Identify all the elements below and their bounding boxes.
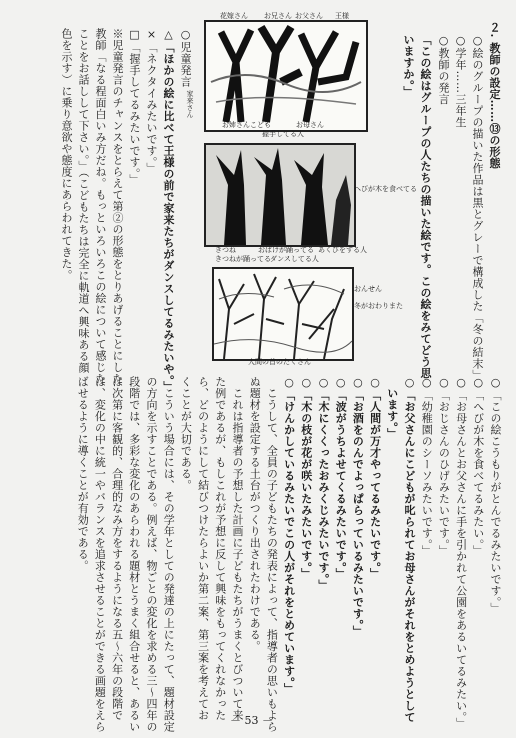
text-line: □「握手してるみたいです。」: [128, 28, 141, 186]
figure-2: [204, 143, 356, 247]
text-line: ○「木の枝が花が咲いたみたいです。」: [299, 376, 313, 580]
text-line: ○「人間が万才やってるみたいです。」: [368, 376, 382, 580]
text-line: ×「ネクタイみたいです。」: [145, 28, 158, 174]
text-line: います。」: [385, 376, 399, 440]
text-line: は、変化の中に統一やバランスを追求させることができる画題をえら: [93, 376, 107, 733]
text-line: ぬ題材を設定する土台がつくり出されたわけである。: [248, 376, 262, 652]
text-line: ○絵のグループの描いた作品は黒とグレーで構成した「冬の結末」: [471, 34, 484, 381]
figure-label: お父さん: [295, 12, 323, 20]
figure-label: 人間の首のたくさん: [248, 358, 311, 366]
text-line: ことをお話しして下さい。」（こどもたちは完全に軌道へ興味ある顔: [77, 28, 90, 374]
figure-label: あくびをする人: [318, 246, 367, 254]
figure-label: 握手してる人: [262, 130, 304, 138]
figure-label: 冬がおわりまた: [354, 302, 403, 310]
figure-label: お母さん: [296, 121, 324, 129]
text-line: これは指導者の予想した計画に子どもたちがうまくとびついて来: [231, 376, 244, 721]
text-line: た例であるが、もしこれが予想に反して興味をもってくれなかった: [213, 376, 227, 721]
figure-label: おばけが踊ってる: [258, 246, 314, 254]
text-line: ○「おじさんのひげみたいです。」: [437, 376, 451, 557]
figure-label: こども: [250, 121, 271, 129]
text-line: こういう場合には、その学年としての発達の上にたって、題材設定: [162, 376, 176, 733]
text-line: ○児童発言: [179, 28, 192, 88]
figure-label: ダンスしてる人: [270, 255, 319, 263]
text-line: ※児童発言のチャンスをとらえて第②の形態をとりあげることにした: [111, 28, 124, 385]
text-line: ○「お酒をのんでよっぱらっているみたいです。」: [351, 376, 365, 637]
text-line: ○教師の発言: [437, 34, 450, 105]
figure-2-drawing: [206, 145, 354, 245]
figure-1-drawing: [206, 22, 366, 130]
text-line: ばせるように導くことが有効である。: [76, 376, 90, 572]
text-line: こうして、全員の子どもたちの発表によって、指導者の思いもよら: [265, 376, 279, 733]
text-line: ○「木にくくったおみくじみたいです。」: [317, 376, 330, 591]
figure-3-drawing: [214, 269, 352, 359]
text-line: ○「へびが木を食べてるみたい。」: [471, 376, 485, 557]
text-line: ○「お母さんとお父さんに手を引かれて公園をあるいてるみたい。」: [454, 376, 468, 729]
text-line: 色を示す）に乗り意欲や態度にあらわれてきた。: [60, 28, 73, 281]
figure-3: [212, 267, 354, 361]
figure-label: お兄さん: [264, 12, 292, 20]
page-number: － 53 －: [230, 714, 273, 727]
text-line: 教師「なる程面白いみ方だね。もっといろいろこの絵について感じた: [94, 28, 107, 385]
figure-label: へびが木を食べてる: [354, 185, 417, 193]
text-line: △「ほかの絵に比べて王様の前で家来たちがダンスしてるみたいや。」: [162, 28, 175, 393]
figure-label: 家来さん: [186, 90, 194, 118]
figure-label: お姉さん: [222, 121, 250, 129]
text-line: ら、どのようにして結びつけたらよいか第二案、第三案を考えてお: [196, 376, 210, 721]
text-line: ○「この絵こうもりがとんでるみたいです。」: [489, 376, 502, 614]
figure-label: 花嫁さん: [220, 12, 248, 20]
text-line: は次第に客観的、合理的なみ方をするようになる五〜六年の段階で: [110, 376, 124, 721]
text-line: ○「お父さんにこどもが叱られてお母さんがそれをとめようとして: [403, 376, 416, 723]
text-line: ○学年……三年生: [454, 34, 467, 128]
figure-label: 王様: [335, 12, 349, 20]
text-line: くことが大切である。: [179, 376, 193, 491]
text-line: 段階では、多彩な変化のあらわれる題材とうまく組合せると、あるい: [127, 376, 141, 733]
text-line: ○「幼稚園のシーソみたいです。」: [420, 376, 434, 557]
text-line: の方向を示すことである。例えば、物ごとの変化を求める三〜四年の: [145, 376, 158, 733]
figure-label: きつね: [215, 246, 236, 254]
section-heading: ２. 教師の設定……⑬の形態: [488, 22, 501, 169]
figure-label: おんせん: [354, 285, 382, 293]
figure-label: きつねが踊ってる: [215, 255, 271, 263]
text-line: いますか。」: [402, 34, 415, 98]
figure-1: [204, 20, 368, 132]
text-line: 「この絵はグループの人たちの描いた絵です。この絵をみてどう思: [419, 34, 432, 379]
text-line: ○「けんかしているみたいでこの人がそれをとめています。」: [282, 376, 296, 695]
text-line: ○「波がうちよせてくるみたいです。」: [334, 376, 348, 580]
